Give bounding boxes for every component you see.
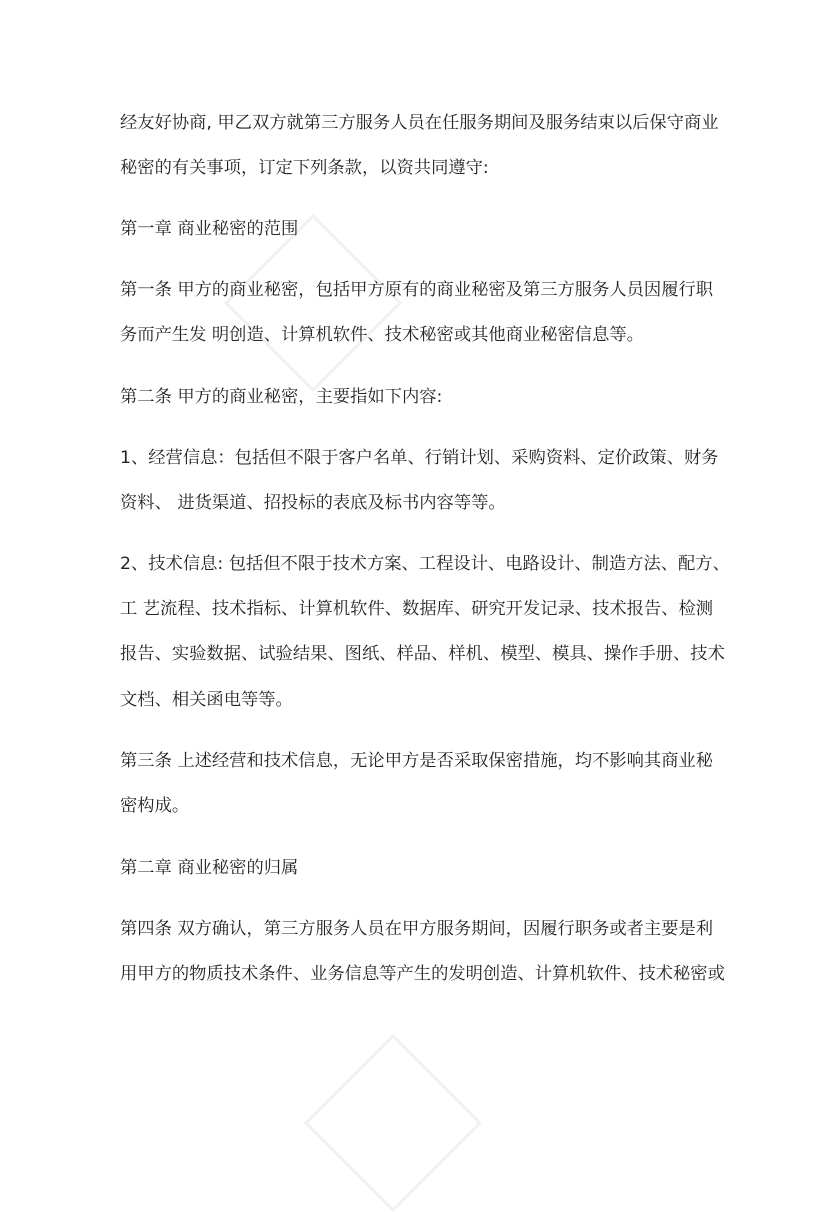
chapter-heading: 第一章 商业秘密的范围 xyxy=(120,219,299,239)
paragraph-line: 工 艺流程、技术指标、计算机软件、数据库、研究开发记录、技术报告、检测 xyxy=(120,599,714,619)
chapter-heading: 第二章 商业秘密的归属 xyxy=(120,858,299,878)
paragraph-line: 务而产生发 明创造、计算机软件、技术秘密或其他商业秘密信息等。 xyxy=(120,325,644,345)
paragraph-line: 秘密的有关事项，订定下列条款，以资共同遵守: xyxy=(120,158,489,178)
paragraph-line: 第一条 甲方的商业秘密，包括甲方原有的商业秘密及第三方服务人员因履行职 xyxy=(120,280,714,300)
watermark-shape xyxy=(224,214,402,392)
paragraph-line: 密构成。 xyxy=(120,796,190,816)
paragraph-line: 经友好协商, 甲乙双方就第三方服务人员在任服务期间及服务结束以后保守商业 xyxy=(120,113,719,133)
paragraph-line: 2、技术信息: 包括但不限于技术方案、工程设计、电路设计、制造方法、配方、 xyxy=(120,554,730,574)
paragraph-line: 第三条 上述经营和技术信息，无论甲方是否采取保密措施，均不影响其商业秘 xyxy=(120,751,714,771)
paragraph-line: 1、经营信息：包括但不限于客户名单、行销计划、采购资料、定价政策、财务 xyxy=(120,448,719,468)
paragraph-line: 第二条 甲方的商业秘密，主要指如下内容: xyxy=(120,387,443,407)
paragraph-line: 资料、 进货渠道、招投标的表底及标书内容等等。 xyxy=(120,493,506,513)
paragraph-line: 文档、相关函电等等。 xyxy=(120,690,293,710)
watermark-shape xyxy=(304,1034,482,1212)
paragraph-line: 第四条 双方确认，第三方服务人员在甲方服务期间，因履行职务或者主要是利 xyxy=(120,919,714,939)
paragraph-line: 用甲方的物质技术条件、业务信息等产生的发明创造、计算机软件、技术秘密或 xyxy=(120,964,725,984)
paragraph-line: 报告、实验数据、试验结果、图纸、样品、样机、模型、模具、操作手册、技术 xyxy=(120,644,725,664)
